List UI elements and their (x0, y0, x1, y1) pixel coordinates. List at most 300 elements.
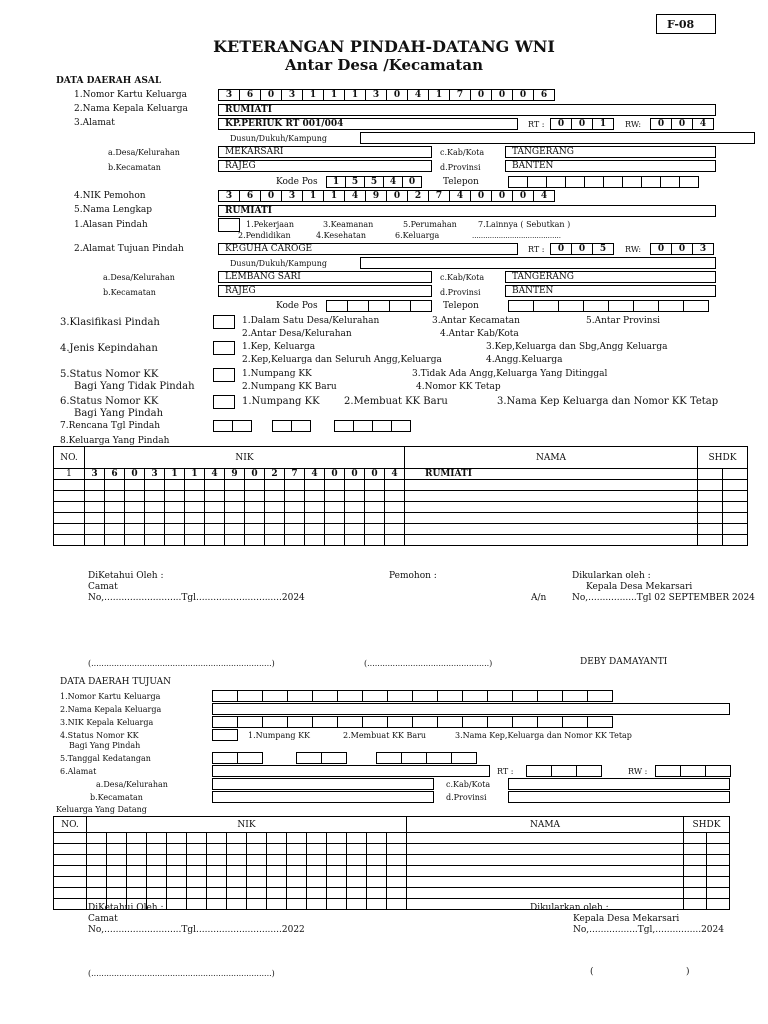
table-cell (147, 855, 167, 866)
digit-cell[interactable] (391, 420, 411, 432)
digit-cell[interactable] (487, 716, 513, 728)
digit-cell[interactable] (462, 716, 488, 728)
desa-field[interactable]: MEKARSARI (218, 146, 432, 158)
tujuan-kab-label: c.Kab/Kota (440, 273, 485, 282)
table-cell (698, 535, 723, 546)
digit-cell[interactable] (705, 765, 731, 777)
digit-cell[interactable] (508, 300, 534, 312)
digit-cell[interactable]: 3 (692, 243, 714, 255)
table-cell (307, 866, 327, 877)
digit-cell[interactable]: 3 (281, 190, 303, 202)
table-cell (365, 513, 385, 524)
digit-cell[interactable] (527, 176, 547, 188)
digit-cell[interactable]: 3 (365, 89, 387, 101)
digit-cell[interactable]: 6 (239, 190, 261, 202)
tujuan-kab-field[interactable]: TANGERANG (505, 271, 716, 283)
status-tidak-box[interactable] (213, 368, 235, 382)
t-kec-field[interactable] (212, 791, 434, 803)
table-cell (185, 502, 205, 513)
jenis-box[interactable] (213, 341, 235, 355)
digit-cell[interactable] (372, 420, 392, 432)
digit-cell[interactable] (237, 690, 263, 702)
digit-cell[interactable]: 0 (571, 118, 593, 130)
table-cell (347, 888, 367, 899)
digit-cell[interactable] (312, 690, 338, 702)
table-cell (327, 833, 347, 844)
t-status-opt-1: 1.Numpang KK (248, 731, 311, 740)
table-cell (54, 524, 85, 535)
desa-label: a.Desa/Kelurahan (108, 148, 180, 157)
digit-cell[interactable] (353, 420, 373, 432)
table-cell (145, 535, 165, 546)
digit-cell[interactable]: 0 (491, 89, 513, 101)
digit-cell[interactable] (462, 690, 488, 702)
tujuan-rt-cells[interactable] (550, 243, 613, 255)
nik-cells[interactable] (218, 190, 554, 202)
digit-cell[interactable] (262, 690, 288, 702)
digit-cell[interactable]: 0 (402, 176, 422, 188)
table-cell (147, 866, 167, 877)
sign1-camat: Camat (88, 582, 118, 592)
digit-cell[interactable]: 0 (550, 118, 572, 130)
no-kk-cells[interactable] (218, 89, 554, 101)
rt-cells[interactable] (550, 118, 613, 130)
kab-field[interactable]: TANGERANG (505, 146, 716, 158)
t-prov-field[interactable] (508, 791, 730, 803)
digit-cell[interactable]: 0 (386, 190, 408, 202)
t-nik-cells[interactable] (212, 716, 612, 728)
table-cell (405, 524, 698, 535)
rt-label: RT : (528, 120, 545, 129)
digit-cell[interactable] (551, 765, 577, 777)
alasan-opt-3: 3.Keamanan (323, 220, 374, 229)
no-kk-label: 1.Nomor Kartu Keluarga (74, 90, 187, 100)
table-row (54, 524, 748, 535)
table-cell (265, 480, 285, 491)
digit-cell[interactable] (312, 716, 338, 728)
digit-cell[interactable] (401, 752, 427, 764)
t-status-label-2: Bagi Yang Pindah (69, 741, 141, 750)
nik-digit: 1 (165, 469, 185, 480)
digit-cell[interactable] (526, 765, 552, 777)
sign1-kepala: Kepala Desa Mekarsari (586, 582, 693, 592)
digit-cell[interactable]: 1 (323, 89, 345, 101)
digit-cell[interactable] (376, 752, 402, 764)
t-kec-label: b.Kecamatan (90, 793, 143, 802)
digit-cell[interactable] (546, 176, 566, 188)
nama-kk-field[interactable]: RUMIATI (218, 104, 716, 116)
digit-cell[interactable] (603, 176, 623, 188)
table-cell (125, 535, 145, 546)
digit-cell[interactable] (410, 300, 432, 312)
digit-cell[interactable]: 1 (428, 89, 450, 101)
digit-cell[interactable]: 0 (512, 89, 534, 101)
table-cell (345, 535, 365, 546)
digit-cell[interactable]: 4 (533, 190, 555, 202)
digit-cell[interactable] (437, 690, 463, 702)
table-cell (165, 480, 185, 491)
table-cell (207, 899, 227, 910)
table-cell (387, 844, 407, 855)
table-cell (267, 899, 287, 910)
table-cell (185, 513, 205, 524)
digit-cell[interactable]: 4 (344, 190, 366, 202)
digit-cell[interactable] (533, 300, 559, 312)
table-cell (207, 888, 227, 899)
t-tgl-month-cells[interactable] (296, 752, 346, 764)
digit-cell[interactable] (622, 176, 642, 188)
table-cell (367, 899, 387, 910)
digit-cell[interactable] (389, 300, 411, 312)
table-cell (265, 502, 285, 513)
digit-cell[interactable] (633, 300, 659, 312)
table-cell (185, 524, 205, 535)
digit-cell[interactable]: 5 (592, 243, 614, 255)
tujuan-prov-field[interactable]: BANTEN (505, 285, 716, 297)
table-cell (267, 888, 287, 899)
telepon-cells[interactable] (508, 176, 698, 188)
table-cell (367, 866, 387, 877)
table-cell (145, 502, 165, 513)
status-tidak-label-1: 5.Status Nomor KK (60, 369, 159, 380)
table-cell (325, 491, 345, 502)
digit-cell[interactable]: 6 (533, 89, 555, 101)
table-cell (247, 899, 267, 910)
digit-cell[interactable] (262, 716, 288, 728)
digit-cell[interactable] (608, 300, 634, 312)
table-cell (265, 491, 285, 502)
digit-cell[interactable] (237, 752, 263, 764)
t-rw-cells[interactable] (655, 765, 730, 777)
table-cell (365, 502, 385, 513)
table-cell (407, 833, 684, 844)
klasifikasi-opt-1: 1.Dalam Satu Desa/Kelurahan (242, 316, 380, 326)
table-cell (347, 833, 367, 844)
digit-cell[interactable] (212, 752, 238, 764)
table-cell (187, 866, 207, 877)
tujuan-field[interactable]: KP.GUHA CAROGE (218, 243, 518, 255)
sign2-kepala: Kepala Desa Mekarsari (573, 914, 680, 924)
digit-cell[interactable]: 0 (386, 89, 408, 101)
klasifikasi-opt-4: 4.Antar Kab/Kota (440, 329, 519, 339)
sign1-blank-camat: (.......................................................................) (88, 659, 275, 668)
table-cell (327, 899, 347, 910)
digit-cell[interactable] (576, 765, 602, 777)
table-cell (227, 866, 247, 877)
digit-cell[interactable]: 0 (671, 243, 693, 255)
status-tidak-opt-3: 3.Tidak Ada Angg,Keluarga Yang Ditinggal (412, 369, 608, 379)
table-cell (327, 855, 347, 866)
digit-cell[interactable]: 0 (470, 190, 492, 202)
tujuan-label: 2.Alamat Tujuan Pindah (74, 244, 184, 254)
digit-cell[interactable] (362, 716, 388, 728)
digit-cell[interactable] (660, 176, 680, 188)
digit-cell[interactable] (487, 690, 513, 702)
digit-cell[interactable]: 4 (449, 190, 471, 202)
digit-cell[interactable]: 5 (364, 176, 384, 188)
table-cell (407, 888, 684, 899)
digit-cell[interactable]: 1 (344, 89, 366, 101)
tujuan-rw-cells[interactable] (650, 243, 713, 255)
status-pindah-opt-1: 1.Numpang KK (242, 396, 320, 407)
t-status-box[interactable] (212, 729, 238, 741)
digit-cell[interactable]: 2 (407, 190, 429, 202)
tujuan-rw-label: RW: (625, 245, 642, 254)
table-cell (107, 866, 127, 877)
tujuan-dusun-field[interactable] (360, 257, 716, 269)
nama-lengkap-field[interactable]: RUMIATI (218, 205, 716, 217)
table-row (54, 866, 730, 877)
table-cell (347, 855, 367, 866)
digit-cell[interactable] (232, 420, 252, 432)
sign2-blank-camat: (.......................................................................) (88, 969, 275, 978)
status-pindah-box[interactable] (213, 395, 235, 409)
table-cell (265, 535, 285, 546)
table-cell (125, 491, 145, 502)
tujuan-rt-label: RT : (528, 245, 545, 254)
nik-digit: 0 (345, 469, 365, 480)
digit-cell[interactable] (680, 765, 706, 777)
tujuan-dusun-label: Dusun/Dukuh/Kampung (230, 259, 327, 268)
table-cell (107, 877, 127, 888)
t-rt-cells[interactable] (526, 765, 601, 777)
digit-cell[interactable] (658, 300, 684, 312)
digit-cell[interactable] (291, 420, 311, 432)
digit-cell[interactable] (321, 752, 347, 764)
tujuan-kodepos-cells[interactable] (326, 300, 431, 312)
digit-cell[interactable] (412, 690, 438, 702)
digit-cell[interactable]: 0 (470, 89, 492, 101)
table-cell (698, 513, 723, 524)
digit-cell[interactable]: 4 (407, 89, 429, 101)
digit-cell[interactable] (362, 690, 388, 702)
digit-cell[interactable] (683, 300, 709, 312)
alasan-box[interactable] (218, 218, 240, 232)
t-kab-field[interactable] (508, 778, 730, 790)
digit-cell[interactable] (337, 716, 363, 728)
digit-cell[interactable]: 0 (491, 190, 513, 202)
table-cell (225, 513, 245, 524)
table-cell (185, 480, 205, 491)
table-cell (85, 480, 105, 491)
nik-digit: 7 (285, 469, 305, 480)
digit-cell[interactable]: 3 (281, 89, 303, 101)
digit-cell[interactable] (368, 300, 390, 312)
rencana-day-cells[interactable] (213, 420, 251, 432)
alamat-label: 3.Alamat (74, 118, 115, 128)
table-cell (707, 899, 730, 910)
t-header-shdk: SHDK (684, 817, 730, 833)
rencana-month-cells[interactable] (272, 420, 310, 432)
table-cell (54, 888, 87, 899)
t-nama-kk-field[interactable] (212, 703, 730, 715)
digit-cell[interactable] (584, 176, 604, 188)
table-cell (698, 480, 723, 491)
table-cell (54, 513, 85, 524)
table-cell (127, 833, 147, 844)
digit-cell[interactable]: 3 (218, 190, 240, 202)
nik-digit: 0 (325, 469, 345, 480)
digit-cell[interactable] (508, 176, 528, 188)
table-cell (367, 844, 387, 855)
status-tidak-opt-2: 2.Numpang KK Baru (242, 382, 337, 392)
digit-cell[interactable]: 5 (345, 176, 365, 188)
table-cell (684, 844, 707, 855)
digit-cell[interactable]: 4 (383, 176, 403, 188)
digit-cell[interactable] (583, 300, 609, 312)
digit-cell[interactable] (272, 420, 292, 432)
digit-cell[interactable] (641, 176, 661, 188)
digit-cell[interactable] (512, 716, 538, 728)
digit-cell[interactable] (426, 752, 452, 764)
klasifikasi-box[interactable] (213, 315, 235, 329)
digit-cell[interactable]: 1 (302, 89, 324, 101)
form-code: F-08 (667, 18, 695, 31)
kodepos-cells[interactable] (326, 176, 421, 188)
digit-cell[interactable] (296, 752, 322, 764)
digit-cell[interactable] (287, 690, 313, 702)
table-cell (684, 899, 707, 910)
digit-cell[interactable] (562, 716, 588, 728)
digit-cell[interactable]: 0 (650, 243, 672, 255)
digit-cell[interactable]: 0 (671, 118, 693, 130)
digit-cell[interactable] (412, 716, 438, 728)
telepon-label: Telepon (443, 177, 479, 187)
table-cell (405, 502, 698, 513)
table-cell (365, 480, 385, 491)
digit-cell[interactable]: 6 (239, 89, 261, 101)
digit-cell[interactable]: 7 (449, 89, 471, 101)
digit-cell[interactable]: 0 (650, 118, 672, 130)
keluarga-datang-table (53, 816, 730, 910)
klasifikasi-opt-3: 3.Antar Kecamatan (432, 316, 520, 326)
table-cell (167, 899, 187, 910)
table-cell (54, 866, 87, 877)
digit-cell[interactable] (679, 176, 699, 188)
table-cell (225, 535, 245, 546)
digit-cell[interactable]: 0 (260, 89, 282, 101)
digit-cell[interactable] (212, 716, 238, 728)
table-cell (107, 855, 127, 866)
alamat-field[interactable]: KP.PERIUK RT 001/004 (218, 118, 518, 130)
form-code-box (656, 14, 716, 34)
nik-digit: 0 (245, 469, 265, 480)
tujuan-kec-label: b.Kecamatan (103, 288, 156, 297)
status-tidak-label-2: Bagi Yang Tidak Pindah (74, 381, 195, 392)
t-status-opt-3: 3.Nama Kep,Keluarga dan Nomor KK Tetap (455, 731, 632, 740)
t-no-kk-cells[interactable] (212, 690, 612, 702)
prov-field[interactable]: BANTEN (505, 160, 716, 172)
table-cell (267, 844, 287, 855)
table-cell (305, 513, 325, 524)
rencana-year-cells[interactable] (334, 420, 410, 432)
tujuan-kec-field[interactable]: RAJEG (218, 285, 432, 297)
digit-cell[interactable] (437, 716, 463, 728)
header-nik: NIK (85, 447, 405, 469)
digit-cell[interactable]: 0 (550, 243, 572, 255)
dusun-field[interactable] (360, 132, 755, 144)
digit-cell[interactable]: 0 (512, 190, 534, 202)
rw-cells[interactable] (650, 118, 713, 130)
table-cell (185, 491, 205, 502)
digit-cell[interactable] (537, 716, 563, 728)
table-cell (147, 888, 167, 899)
digit-cell[interactable]: 3 (218, 89, 240, 101)
digit-cell[interactable]: 7 (428, 190, 450, 202)
nama-lengkap-label: 5.Nama Lengkap (74, 205, 153, 215)
table-row (54, 877, 730, 888)
digit-cell[interactable] (237, 716, 263, 728)
digit-cell[interactable]: 1 (592, 118, 614, 130)
t-tgl-day-cells[interactable] (212, 752, 262, 764)
table-cell (325, 535, 345, 546)
digit-cell[interactable] (347, 300, 369, 312)
digit-cell[interactable]: 4 (692, 118, 714, 130)
table-cell (347, 866, 367, 877)
digit-cell[interactable] (565, 176, 585, 188)
digit-cell[interactable]: 1 (323, 190, 345, 202)
table-cell (207, 877, 227, 888)
digit-cell[interactable] (337, 690, 363, 702)
table-cell (147, 877, 167, 888)
digit-cell[interactable] (387, 690, 413, 702)
digit-cell[interactable] (512, 690, 538, 702)
t-tgl-year-cells[interactable] (376, 752, 476, 764)
page-subtitle: Antar Desa /Kecamatan (285, 56, 483, 74)
kec-field[interactable]: RAJEG (218, 160, 432, 172)
table-cell (225, 491, 245, 502)
digit-cell[interactable]: 1 (302, 190, 324, 202)
digit-cell[interactable]: 0 (571, 243, 593, 255)
t-alamat-label: 6.Alamat (60, 767, 97, 776)
digit-cell[interactable]: 9 (365, 190, 387, 202)
tujuan-desa-field[interactable]: LEMBANG SARI (218, 271, 432, 283)
alasan-opt-5: 5.Perumahan (403, 220, 457, 229)
digit-cell[interactable]: 1 (326, 176, 346, 188)
table-cell (87, 866, 107, 877)
digit-cell[interactable] (558, 300, 584, 312)
tujuan-telepon-cells[interactable] (508, 300, 708, 312)
digit-cell[interactable] (213, 420, 233, 432)
table-row (54, 513, 748, 524)
table-cell (305, 524, 325, 535)
t-desa-field[interactable] (212, 778, 434, 790)
table-cell (85, 535, 105, 546)
digit-cell[interactable] (387, 716, 413, 728)
t-alamat-field[interactable] (212, 765, 490, 777)
digit-cell[interactable] (212, 690, 238, 702)
table-cell (205, 524, 225, 535)
digit-cell[interactable] (537, 690, 563, 702)
digit-cell[interactable] (587, 716, 613, 728)
digit-cell[interactable] (562, 690, 588, 702)
table-cell (147, 844, 167, 855)
table-cell (187, 888, 207, 899)
jenis-opt-3: 3.Kep,Keluarga dan Sbg,Angg Keluarga (486, 342, 668, 352)
table-row (54, 855, 730, 866)
digit-cell[interactable] (655, 765, 681, 777)
digit-cell[interactable] (451, 752, 477, 764)
digit-cell[interactable] (587, 690, 613, 702)
digit-cell[interactable] (334, 420, 354, 432)
digit-cell[interactable] (287, 716, 313, 728)
table-cell (307, 844, 327, 855)
digit-cell[interactable] (326, 300, 348, 312)
digit-cell[interactable]: 0 (260, 190, 282, 202)
sign1-pemohon: Pemohon : (389, 571, 437, 581)
status-pindah-label-2: Bagi Yang Pindah (74, 408, 164, 419)
table-cell (387, 855, 407, 866)
